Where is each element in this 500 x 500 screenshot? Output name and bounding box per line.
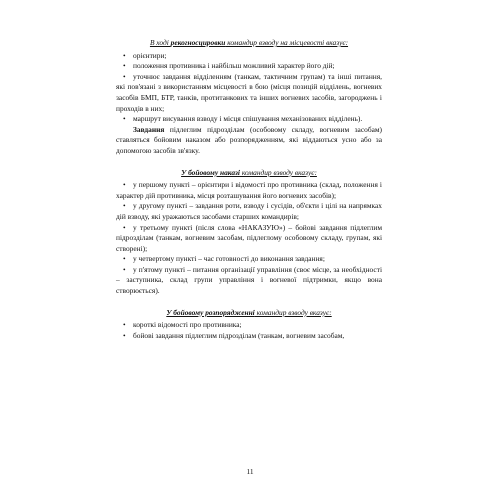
bullet-icon: • <box>123 330 126 340</box>
bullet-icon: • <box>123 61 126 71</box>
list-item <box>116 72 382 114</box>
list-item <box>116 265 382 297</box>
heading-text: командир взводу вказує: <box>254 307 332 317</box>
list-item-text: у четвертому пункті – час готовності до виконання завдання; <box>133 254 325 264</box>
list-item-text: положення противника і найбільш можливий характер його дій; <box>133 61 335 71</box>
heading-text: командир взводу на місцевості вказує: <box>225 38 349 47</box>
list-item <box>116 201 382 222</box>
bullet-icon: • <box>123 320 126 330</box>
list-item-text: у третьому пункті (після слова «НАКАЗУЮ») – бойові завдання підлеглим підрозділам (танкам, вогневим засобам, підлеглому особовому складу, групам, які створені); <box>116 222 382 253</box>
heading-bold-text: рекогносцировки <box>170 38 226 47</box>
list-item-text: уточнює завдання відділенням (танкам, тактичним групам) та інші питання, які пов'язані з використанням місцевості в бою (місця позицій відділень, вогневих засобів БМП, БТР, танків, протитанкових та інших вогневих засобів, загороджень і проходів в них; <box>116 71 382 113</box>
bullet-icon: • <box>123 114 126 124</box>
list-item-text: бойові завдання підлеглим підрозділам (танкам, вогневим засобам, <box>133 330 345 340</box>
list-item-text: маршрут висування взводу і місця спішування механізованих відділень). <box>133 114 363 124</box>
list-item <box>116 114 382 125</box>
list-item-text: у п'ятому пункті – питання організації управління (своє місце, за необхідності – заступника, склад групи управління і вогневої підтримки, якщо вона створюється). <box>116 264 382 296</box>
list-item-text: у другому пункті – завдання роти, взводу і сусідів, об'єкти і цілі на напрямках дій взводу, які уражаються засобами старших командирів; <box>116 201 382 221</box>
heading-text: командир взводу вказує: <box>239 167 317 177</box>
list-item-text: короткі відомості про противника; <box>133 320 242 330</box>
list-item <box>116 331 382 342</box>
list-item <box>116 61 382 72</box>
list-item <box>116 223 382 255</box>
bullet-icon: • <box>123 50 126 60</box>
section-heading-combat-instruction <box>116 308 382 319</box>
list-item <box>116 254 382 265</box>
paragraph-bold-text: Завдання <box>133 124 165 134</box>
bullet-icon: • <box>123 71 126 81</box>
page-number: 11 <box>246 467 254 476</box>
bullet-icon: • <box>123 222 126 232</box>
list-item <box>116 180 382 201</box>
list-item-text: орієнтири; <box>133 50 167 60</box>
section-heading-combat-order <box>116 168 382 179</box>
heading-bold-text: У бойовому наказі <box>181 167 240 177</box>
bullet-icon: • <box>123 180 126 190</box>
heading-text: В ході <box>149 38 171 47</box>
heading-bold-text: У бойовому розпорядженні <box>166 307 255 317</box>
bullet-icon: • <box>123 254 126 264</box>
list-item <box>116 51 382 62</box>
bullet-icon: • <box>123 264 126 274</box>
list-item <box>116 320 382 331</box>
paragraph-text: підлеглим підрозділам (особовому складу, вогневим засобам) ставляться бойовим наказом або розпорядженням, які віддаються усно або за допомогою засобів зв'язку. <box>116 124 382 155</box>
section-heading-reconnaissance <box>116 38 382 49</box>
tasks-paragraph <box>116 125 382 157</box>
page-content <box>116 38 382 341</box>
bullet-icon: • <box>123 201 126 211</box>
list-item-text: у першому пункті – орієнтири і відомості про противника (склад, положення і характер дій противника, місця розташування його вогневих засобів); <box>116 180 382 200</box>
